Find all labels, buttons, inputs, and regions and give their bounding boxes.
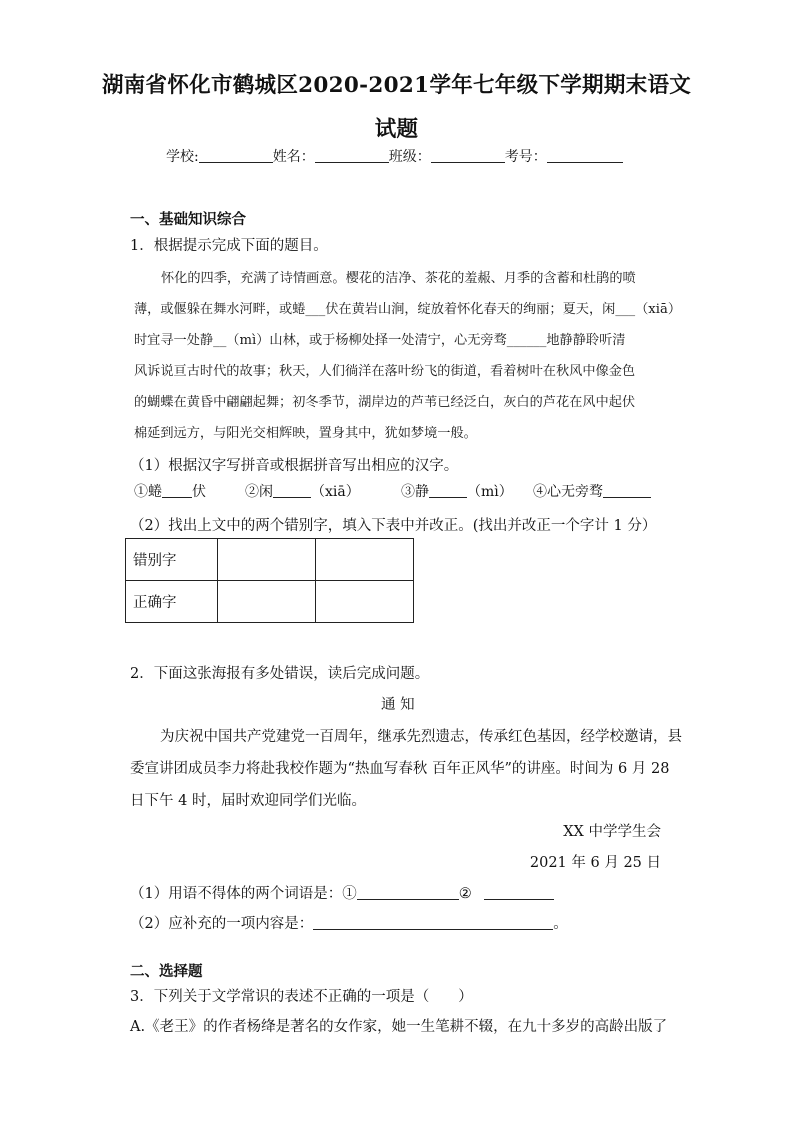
q1-sub2: （2）找出上文中的两个错别字，填入下表中并改正。(找出并改正一个字计 1 分） <box>130 518 657 534</box>
item-4: ④心无旁骛 <box>533 481 651 501</box>
answer-cell[interactable] <box>218 581 316 623</box>
section2-heading: 二、选择题 <box>130 963 203 980</box>
field-school-blank[interactable] <box>199 148 273 163</box>
table-row <box>126 539 414 581</box>
field-school-label: 学校: <box>166 149 199 165</box>
doc-title-line1: 湖南省怀化市鹤城区2020-2021学年七年级下学期期末语文 <box>101 73 692 98</box>
doc-title-line2: 试题 <box>374 117 419 142</box>
q2-answer-2-blank[interactable] <box>484 885 554 900</box>
item-1: ①蜷 伏 <box>134 484 206 500</box>
item-2-blank[interactable] <box>273 483 311 498</box>
correction-table <box>125 538 414 623</box>
row-label-correct: 正确字 <box>126 581 218 623</box>
item-1-blank[interactable] <box>162 483 192 498</box>
field-exam-no-label: 考号： <box>504 149 547 165</box>
item-3-blank[interactable] <box>429 483 467 498</box>
q2-supplement-blank[interactable] <box>313 915 553 930</box>
item-2: ②闲 （xiā） <box>245 484 360 500</box>
section1-heading: 一、基础知识综合 <box>130 211 246 228</box>
q1-stem: 1．根据提示完成下面的题目。 <box>130 238 328 254</box>
notice-signature: XX 中学学生会 <box>563 824 661 840</box>
item-4-blank[interactable] <box>603 483 651 498</box>
row-label-wrong: 错别字 <box>126 539 218 581</box>
q2-stem: 2．下面这张海报有多处错误，读后完成问题。 <box>130 666 430 682</box>
field-name-blank[interactable] <box>315 148 389 163</box>
q2-sub2: （2）应补充的一项内容是： 。 <box>130 916 568 932</box>
field-class-label: 班级： <box>388 149 431 165</box>
passage-line: 风诉说亘古时代的故事；秋天，人们徜洋在落叶纷飞的街道，看着树叶在秋风中像金色 <box>134 364 636 379</box>
notice-body-line: 日下午 4 时，届时欢迎同学们光临。 <box>130 793 366 809</box>
answer-cell[interactable] <box>316 539 414 581</box>
passage-line: 时宜寻一处静__（mì）山林，或于杨柳处择一处清宁，心无旁骛______地静静聆听清 <box>134 333 626 348</box>
table-row <box>126 581 414 623</box>
field-exam-no-blank[interactable] <box>547 148 623 163</box>
answer-cell[interactable] <box>316 581 414 623</box>
passage-line: 棉延到远方，与阳光交相辉映，置身其中，犹如梦境一般。 <box>134 426 477 441</box>
field-class-blank[interactable] <box>431 148 505 163</box>
notice-title: 通 知 <box>381 697 415 713</box>
q2-answer-1-blank[interactable] <box>357 885 459 900</box>
field-name-label: 姓名： <box>272 149 315 165</box>
answer-cell[interactable] <box>218 539 316 581</box>
student-info-fields <box>166 146 623 166</box>
notice-body-line: 为庆祝中国共产党建党一百周年，继承先烈遗志，传承红色基因，经学校邀请，县 <box>160 729 682 745</box>
item-3: ③静 （mì） <box>401 484 513 500</box>
q1-sub1: （1）根据汉字写拼音或根据拼音写出相应的汉字。 <box>130 458 459 474</box>
passage-line: 的蝴蝶在黄昏中翩翩起舞；初冬季节，湖岸边的芦苇已经泛白，灰白的芦花在风中起伏 <box>134 395 636 410</box>
notice-body-line: 委宣讲团成员李力将赴我校作题为“热血写春秋 百年正风华”的讲座。时间为 6 月 28 <box>130 761 670 777</box>
q3-stem: 3．下列关于文学常识的表述不正确的一项是（ ） <box>130 989 473 1005</box>
passage-line: 怀化的四季，充满了诗情画意。樱花的洁净、茶花的羞赧、月季的含蓄和杜鹃的喷 <box>161 271 636 286</box>
q2-sub1: （1）用语不得体的两个词语是：① ② <box>130 882 554 903</box>
passage-line: 薄，或偃躲在舞水河畔，或蜷___伏在黄岩山涧，绽放着怀化春天的绚丽；夏天，闲___（xiā） <box>134 302 682 317</box>
q3-option-a[interactable]: A.《老王》的作者杨绛是著名的女作家，她一生笔耕不辍，在九十多岁的高龄出版了 <box>130 1019 668 1035</box>
notice-date: 2021 年 6 月 25 日 <box>529 855 661 871</box>
